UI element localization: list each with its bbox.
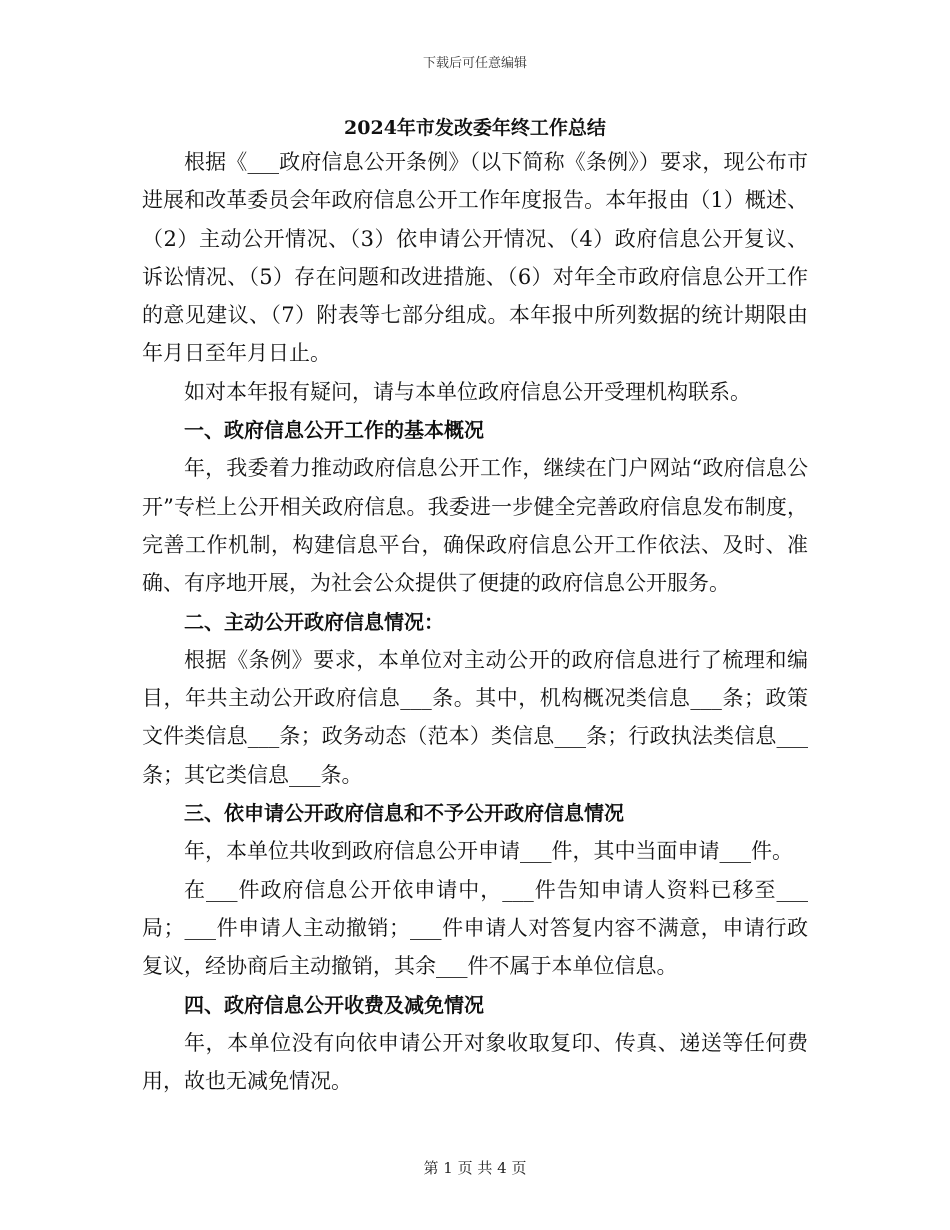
paragraph-active-disclosure: 根据《条例》要求，本单位对主动公开的政府信息进行了梳理和编目，年共主动公开政府信息___条。其中，机构概况类信息___条；政策文件类信息___条；政务动态（范本）类信息___条；行政执法类信息___条；其它类信息___条。	[142, 647, 808, 787]
paragraph-intro: 根据《___政府信息公开条例》（以下简称《条例》）要求，现公布市进展和改革委员会年政府信息公开工作年度报告。本年报由（1）概述、（2）主动公开情况、（3）依申请公开情况、（4）政府信息公开复议、诉讼情况、（5）存在问题和改进措施、（6）对年全市政府信息公开工作的意见建议、（7）附表等七部分组成。本年报中所列数据的统计期限由年月日至年月日止。	[142, 150, 808, 366]
page-header-note: 下载后可任意编辑	[422, 56, 527, 71]
section-heading-3: 三、依申请公开政府信息和不予公开政府信息情况	[184, 801, 624, 826]
paragraph-applications: 年，本单位共收到政府信息公开申请___件，其中当面申请___件。	[184, 839, 793, 864]
paragraph-fees: 年，本单位没有向依申请公开对象收取复印、传真、递送等任何费用，故也无减免情况。	[142, 1030, 808, 1094]
section-heading-2: 二、主动公开政府信息情况：	[184, 609, 444, 634]
paragraph-contact: 如对本年报有疑问，请与本单位政府信息公开受理机构联系。	[184, 379, 751, 404]
document-title: 2024年市发改委年终工作总结	[344, 117, 606, 139]
paragraph-overview: 年，我委着力推动政府信息公开工作，继续在门户网站“政府信息公开”专栏上公开相关政府信息。我委进一步健全完善政府信息发布制度，完善工作机制，构建信息平台，确保政府信息公开工作依法、及时、准确、有序地开展，为社会公众提供了便捷的政府信息公开服务。	[142, 456, 808, 596]
paragraph-application-handling: 在___件政府信息公开依申请中，___件告知申请人资料已移至___局；___件申请人主动撤销；___件申请人对答复内容不满意，申请行政复议，经协商后主动撤销，其余___件不属于本单位信息。	[142, 877, 808, 979]
section-heading-1: 一、政府信息公开工作的基本概况	[184, 418, 484, 443]
document-body	[142, 113, 808, 1100]
section-heading-4: 四、政府信息公开收费及减免情况	[184, 992, 484, 1017]
page-number-footer: 第 1 页 共 4 页	[423, 1159, 527, 1177]
